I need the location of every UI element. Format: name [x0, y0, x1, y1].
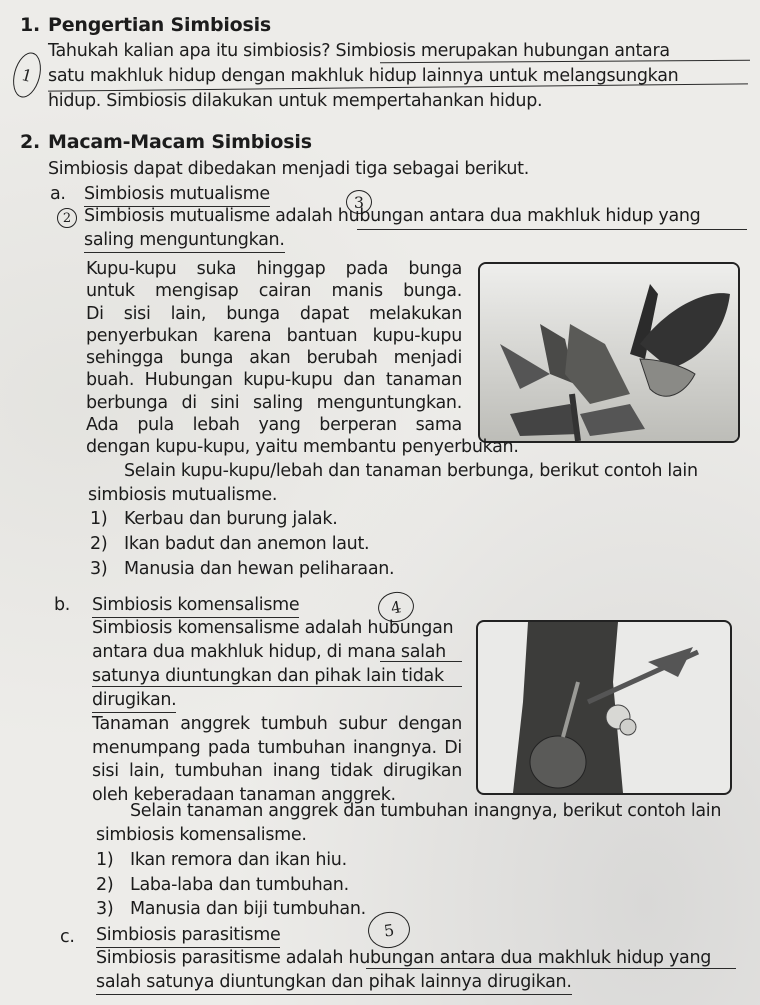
item-a-examples-intro-2: simbiosis mutualisme. [88, 485, 278, 505]
section-1-line-2: satu makhluk hidup dengan makhluk hidup lainnya untuk melangsungkan [48, 66, 679, 86]
example-text: Manusia dan hewan peliharaan. [124, 559, 395, 579]
body-line: Di sisi lain, bunga dapat melakukan [86, 303, 462, 324]
butterfly-flower-image [478, 262, 740, 443]
item-b-title: Simbiosis komensalisme [92, 594, 299, 618]
example-text: Kerbau dan burung jalak. [124, 509, 338, 529]
item-b-definition-2: antara dua makhluk hidup, di mana salah [92, 642, 446, 662]
butterfly-flower-illustration [480, 264, 738, 441]
item-a-title: Simbiosis mutualisme [84, 183, 270, 207]
item-a-definition-2: saling menguntungkan. [84, 229, 285, 253]
body-line: Kupu-kupu suka hinggap pada bunga [86, 259, 462, 279]
item-b-definition-1: Simbiosis komensalisme adalah hubungan [92, 618, 454, 638]
handwritten-mark-3: 3 [346, 190, 372, 214]
underline-annotation [366, 968, 736, 969]
orchid-tree-image [476, 620, 732, 795]
item-b-definition-4: dirugikan. [92, 689, 176, 713]
example-text: Manusia dan biji tumbuhan. [130, 899, 366, 919]
example-num: 1) [90, 509, 108, 529]
example-num: 1) [96, 850, 114, 870]
section-1-line-3: hidup. Simbiosis dilakukan untuk mempertahankan hidup. [48, 91, 543, 111]
item-a-body-last: dengan kupu-kupu, yaitu membantu penyerbukan. [86, 437, 519, 457]
handwritten-mark-5: 5 [366, 909, 413, 950]
example-text: Ikan remora dan ikan hiu. [130, 850, 347, 870]
handwritten-mark-4: 4 [376, 589, 417, 625]
underline-annotation [380, 661, 462, 662]
example-num: 3) [90, 559, 108, 579]
body-line: penyerbukan karena bantuan kupu-kupu [86, 325, 462, 346]
item-c-title: Simbiosis parasitisme [96, 924, 280, 948]
item-c-definition-1: Simbiosis parasitisme adalah hubungan antara dua makhluk hidup yang [96, 948, 712, 968]
item-c-definition-2: salah satunya diuntungkan dan pihak lainnya dirugikan. [96, 971, 572, 995]
body-line: oleh keberadaan tanaman anggrek. [92, 784, 396, 805]
body-line: berbunga di sini saling menguntungkan. [86, 392, 462, 413]
section-2-number: 2. [20, 131, 41, 153]
body-line: Tanaman anggrek tumbuh subur dengan [92, 714, 462, 734]
example-num: 2) [96, 875, 114, 895]
example-text: Ikan badut dan anemon laut. [124, 534, 370, 554]
section-1-line-1: Tahukah kalian apa itu simbiosis? Simbiosis merupakan hubungan antara [48, 41, 670, 61]
section-2-intro: Simbiosis dapat dibedakan menjadi tiga sebagai berikut. [48, 159, 529, 179]
body-line: sehingga bunga akan berubah menjadi [86, 348, 462, 369]
item-b-definition-3: satunya diuntungkan dan pihak lain tidak [92, 666, 444, 686]
body-line: Ada pula lebah yang berperan sama [86, 415, 462, 436]
item-a-letter: a. [50, 184, 66, 204]
section-1-number: 1. [20, 14, 41, 36]
body-line: untuk mengisap cairan manis bunga. [86, 281, 462, 302]
body-line: menumpang pada tumbuhan inangnya. Di [92, 737, 462, 758]
item-a-definition-1: Simbiosis mutualisme adalah hubungan antara dua makhluk hidup yang [84, 206, 701, 226]
item-c-letter: c. [60, 927, 75, 947]
example-text: Laba-laba dan tumbuhan. [130, 875, 349, 895]
section-1-title: Pengertian Simbiosis [48, 14, 272, 36]
item-a-examples-intro-1: Selain kupu-kupu/lebah dan tanaman berbunga, berikut contoh lain [124, 461, 698, 481]
underline-annotation [92, 686, 462, 687]
item-b-body [92, 713, 462, 807]
orchid-tree-illustration [478, 622, 730, 793]
item-a-body [86, 258, 462, 436]
body-line: sisi lain, tumbuhan inang tidak dirugikan [92, 761, 462, 781]
handwritten-mark-2: 2 [57, 208, 77, 228]
handwritten-mark-1: 1 [8, 49, 45, 100]
example-num: 3) [96, 899, 114, 919]
item-b-letter: b. [54, 595, 71, 615]
section-2-title: Macam-Macam Simbiosis [48, 131, 312, 153]
item-b-examples-intro-2: simbiosis komensalisme. [96, 825, 307, 845]
item-b-examples-intro-1: Selain tanaman anggrek dan tumbuhan inangnya, berikut contoh lain [130, 801, 722, 821]
underline-annotation [357, 229, 747, 230]
example-num: 2) [90, 534, 108, 554]
body-line: buah. Hubungan kupu-kupu dan tanaman [86, 370, 462, 391]
